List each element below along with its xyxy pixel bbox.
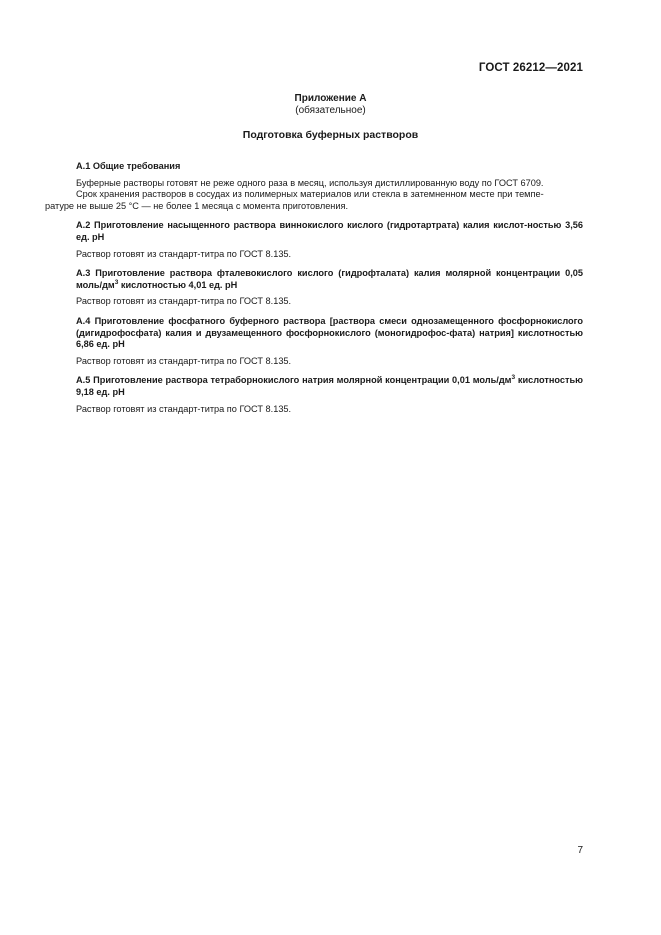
annex-heading: Подготовка буферных растворов xyxy=(242,129,419,141)
section-a5-body: Раствор готовят из стандарт-титра по ГОСТ 8.135. xyxy=(76,403,292,414)
annex-title: Приложение А xyxy=(294,93,367,104)
section-a2-body: Раствор готовят из стандарт-титра по ГОСТ 8.135. xyxy=(76,248,292,259)
section-a1-paragraph-2-rest: ратуре не выше 25 °С — не более 1 месяца с момента приготовления. xyxy=(45,200,349,211)
page-number: 7 xyxy=(577,845,583,856)
section-a5-heading xyxy=(76,375,583,398)
annex-subtitle: (обязательное) xyxy=(295,105,366,116)
section-a4-body: Раствор готовят из стандарт-титра по ГОСТ 8.135. xyxy=(76,355,292,366)
section-a1-paragraph-1: Буферные растворы готовят не реже одного раза в месяц, используя дистиллированную воду по ГОСТ 6709. xyxy=(76,177,544,188)
section-a1-paragraph-2 xyxy=(45,189,583,212)
section-a1-heading: А.1 Общие требования xyxy=(76,161,181,171)
section-a2-heading: А.2 Приготовление насыщенного раствора виннокислого кислого (гидротартрата) калия кислот-ностью 3,56 ед. рН xyxy=(76,220,583,242)
section-a1-paragraph-2-lead: Срок хранения растворов в сосудах из полимерных материалов или стекла в затемненном месте при темпе- xyxy=(76,189,544,200)
section-a3-heading-text: А.3 Приготовление раствора фталевокислого кислого (гидрофталата) калия молярной концентрации 0,05 моль/дм xyxy=(76,268,583,290)
section-a3-heading-tail: кислотностью 4,01 ед. рН xyxy=(118,279,238,290)
section-a5-heading-superscript: 3 xyxy=(511,374,516,382)
section-a4-heading: А.4 Приготовление фосфатного буферного раствора [раствора смеси однозамещенного фосфорнокислого (дигидрофосфата) калия и двузамещенного фосфорнокислого (моногидрофос-фата) натрия] кислотностью 6,86 ед. рН xyxy=(76,315,583,350)
section-a3-heading-superscript: 3 xyxy=(114,278,119,286)
document-content xyxy=(45,161,583,415)
section-a5-heading-text: А.5 Приготовление раствора тетраборнокислого натрия молярной концентрации 0,01 моль/дм xyxy=(76,375,512,386)
section-a3-body: Раствор готовят из стандарт-титра по ГОСТ 8.135. xyxy=(76,296,292,307)
document-code: ГОСТ 26212—2021 xyxy=(478,62,583,74)
section-a5-heading-tail: кислотностью 9,18 ед. рН xyxy=(76,375,583,397)
section-a3-heading xyxy=(76,268,583,291)
